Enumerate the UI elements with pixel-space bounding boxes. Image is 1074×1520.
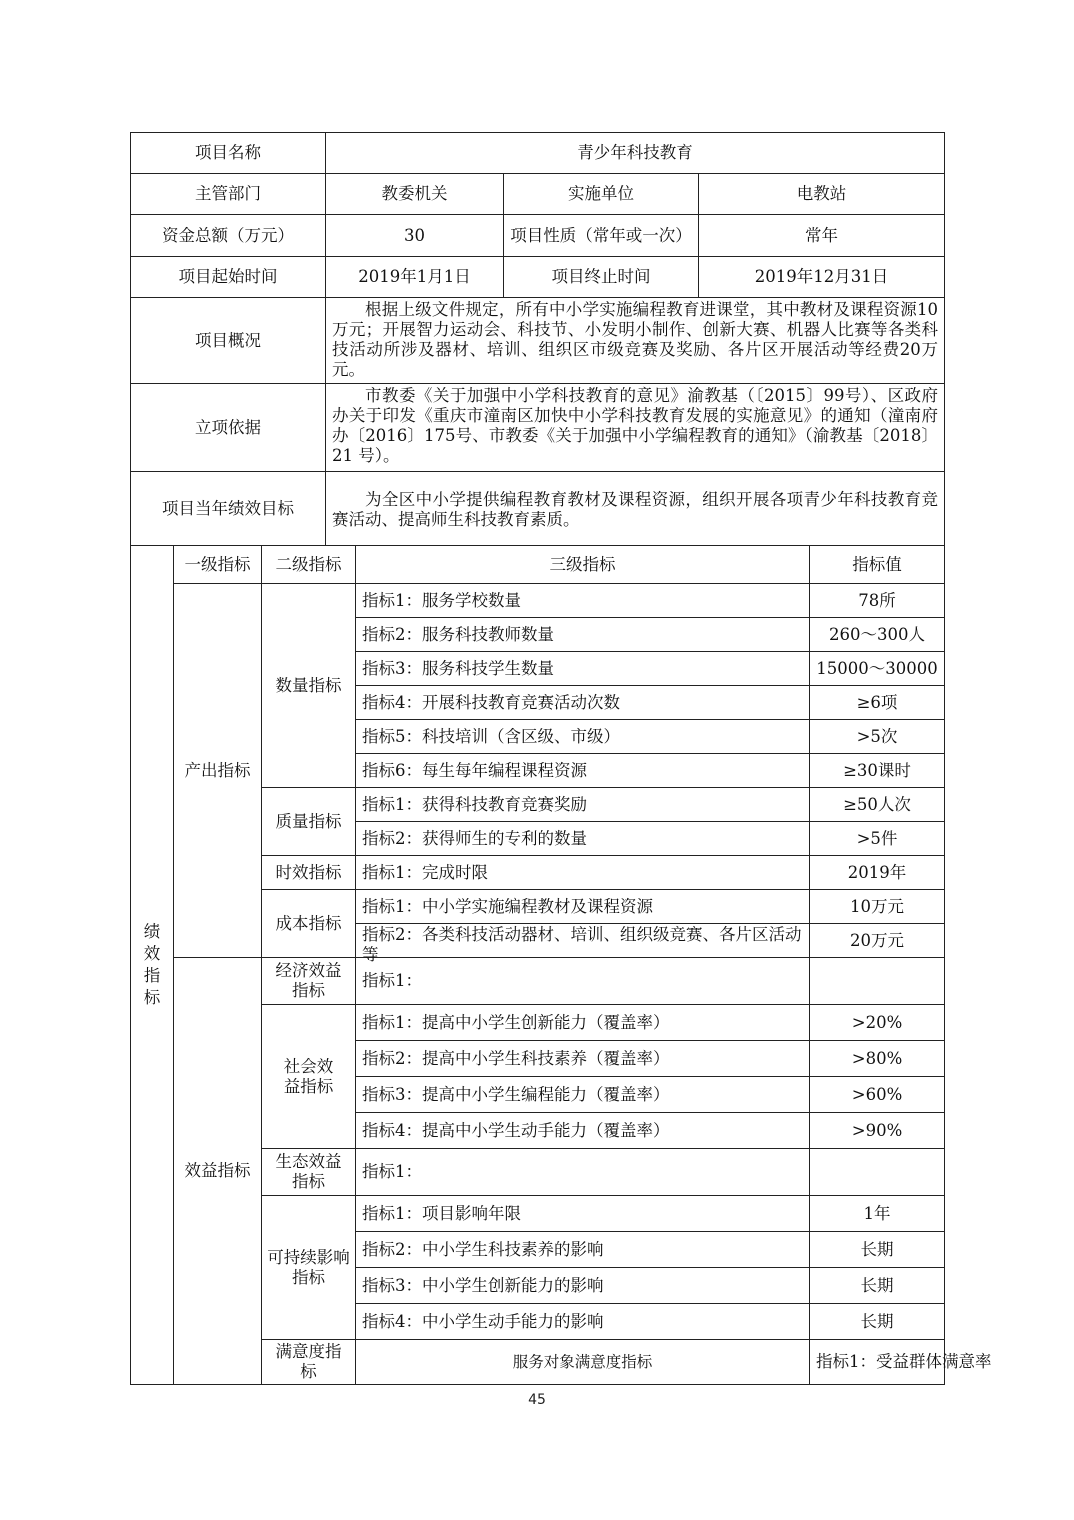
benefit-label: 效益指标 [174, 958, 262, 1385]
indicator-value: 1年 [810, 1196, 945, 1232]
indicator-value: 长期 [810, 1232, 945, 1268]
header-level2: 二级指标 [262, 546, 356, 584]
indicator-value: ≥50人次 [810, 788, 945, 822]
quality-label: 质量指标 [262, 788, 356, 856]
indicator-table [130, 545, 992, 1385]
indicator-name: 指标1：项目影响年限 [356, 1196, 810, 1232]
indicator-value: >5件 [810, 822, 945, 856]
satisfaction-label: 满意度指标 [262, 1340, 356, 1385]
header-level1: 一级指标 [174, 546, 262, 584]
dept-label: 主管部门 [131, 174, 326, 215]
indicator-value [810, 958, 945, 1005]
goal-label: 项目当年绩效目标 [131, 472, 326, 546]
service-satisfaction-label: 服务对象满意度指标 [356, 1340, 810, 1385]
indicator-value: >90% [810, 1113, 945, 1149]
funds-label: 资金总额（万元） [131, 215, 326, 257]
start-value: 2019年1月1日 [326, 257, 504, 298]
page-number: 45 [528, 1392, 546, 1408]
indicator-name: 指标1：中小学实施编程教材及课程资源 [356, 890, 810, 924]
project-name-label: 项目名称 [131, 133, 326, 174]
basis-value: 市教委《关于加强中小学科技教育的意见》渝教基（〔2015〕99号）、区政府办关于印发《重庆市潼南区加快中小学科技教育发展的实施意见》的通知（潼南府办〔2016〕175号、市教委《关于加强中小学编程教育的通知》（渝教基〔2018〕21 号）。 [332, 386, 939, 465]
overview-text [326, 298, 945, 384]
indicator-value: 长期 [810, 1304, 945, 1340]
indicator-value: 10万元 [810, 890, 945, 924]
timeliness-label: 时效指标 [262, 856, 356, 890]
nature-value: 常年 [699, 215, 945, 257]
quantity-label: 数量指标 [262, 584, 356, 788]
indicator-value: ≥6项 [810, 686, 945, 720]
indicator-value: >5次 [810, 720, 945, 754]
social-label: 社会效益指标 [262, 1005, 356, 1149]
economic-label: 经济效益指标 [262, 958, 356, 1005]
indicator-name: 指标2：中小学生科技素养的影响 [356, 1232, 810, 1268]
indicator-name: 指标4：中小学生动手能力的影响 [356, 1304, 810, 1340]
project-summary-table [130, 132, 945, 546]
basis-label: 立项依据 [131, 384, 326, 472]
header-level3: 三级指标 [356, 546, 810, 584]
indicator-name: 指标2：服务科技教师数量 [356, 618, 810, 652]
indicator-name: 指标1：提高中小学生创新能力（覆盖率） [356, 1005, 810, 1041]
indicator-value: 260～300人 [810, 618, 945, 652]
indicator-name: 指标1： [356, 958, 810, 1005]
indicator-value: 长期 [810, 1268, 945, 1304]
cost-label: 成本指标 [262, 890, 356, 958]
dept-value: 教委机关 [326, 174, 504, 215]
nature-label: 项目性质（常年或一次） [504, 215, 699, 257]
indicator-name: 指标1：获得科技教育竞赛奖励 [356, 788, 810, 822]
indicator-value: ≥30课时 [810, 754, 945, 788]
indicator-name: 指标3：服务科技学生数量 [356, 652, 810, 686]
indicator-name: 指标1： [356, 1149, 810, 1196]
indicator-name: 指标1：受益群体满意率 [810, 1340, 945, 1385]
impl-label: 实施单位 [504, 174, 699, 215]
indicator-name: 指标3：中小学生创新能力的影响 [356, 1268, 810, 1304]
indicator-name: 指标2：提高中小学生科技素养（覆盖率） [356, 1041, 810, 1077]
indicator-name: 指标2：各类科技活动器材、培训、组织级竞赛、各片区活动等 [362, 925, 802, 964]
basis-text [326, 384, 945, 472]
indicator-value: 78所 [810, 584, 945, 618]
ecological-label: 生态效益指标 [262, 1149, 356, 1196]
impl-value: 电教站 [699, 174, 945, 215]
end-label: 项目终止时间 [504, 257, 699, 298]
sustainable-label: 可持续影响指标 [262, 1196, 356, 1340]
indicator-name-cell [356, 924, 810, 964]
header-value: 指标值 [810, 546, 945, 584]
overview-value: 根据上级文件规定，所有中小学实施编程教育进课堂，其中教材及课程资源10万元；开展智力运动会、科技节、小发明小制作、创新大赛、机器人比赛等各类科技活动所涉及器材、培训、组织区市级竞赛及奖励、各片区开展活动等经费20万元。 [332, 300, 939, 379]
indicator-value: >80% [810, 1041, 945, 1077]
overview-label: 项目概况 [131, 298, 326, 384]
indicator-name: 指标4：开展科技教育竞赛活动次数 [356, 686, 810, 720]
funds-value: 30 [326, 215, 504, 257]
indicator-value: 15000～30000 [810, 652, 945, 686]
project-name-value: 青少年科技教育 [326, 133, 945, 174]
output-label: 产出指标 [174, 584, 262, 958]
indicator-name: 指标4：提高中小学生动手能力（覆盖率） [356, 1113, 810, 1149]
end-value: 2019年12月31日 [699, 257, 945, 298]
indicator-value: >20% [810, 1005, 945, 1041]
indicator-value: >60% [810, 1077, 945, 1113]
side-label: 绩效指标 [131, 546, 174, 1385]
indicator-name: 指标5：科技培训（含区级、市级） [356, 720, 810, 754]
indicator-name: 指标1：完成时限 [356, 856, 810, 890]
indicator-name: 指标2：获得师生的专利的数量 [356, 822, 810, 856]
indicator-name: 指标6：每生每年编程课程资源 [356, 754, 810, 788]
indicator-value: 20万元 [810, 924, 945, 958]
indicator-value: 2019年 [810, 856, 945, 890]
indicator-value [810, 1149, 945, 1196]
goal-value: 为全区中小学提供编程教育教材及课程资源，组织开展各项青少年科技教育竞赛活动、提高师生科技教育素质。 [326, 472, 945, 546]
indicator-name: 指标3：提高中小学生编程能力（覆盖率） [356, 1077, 810, 1113]
start-label: 项目起始时间 [131, 257, 326, 298]
indicator-name: 指标1：服务学校数量 [356, 584, 810, 618]
